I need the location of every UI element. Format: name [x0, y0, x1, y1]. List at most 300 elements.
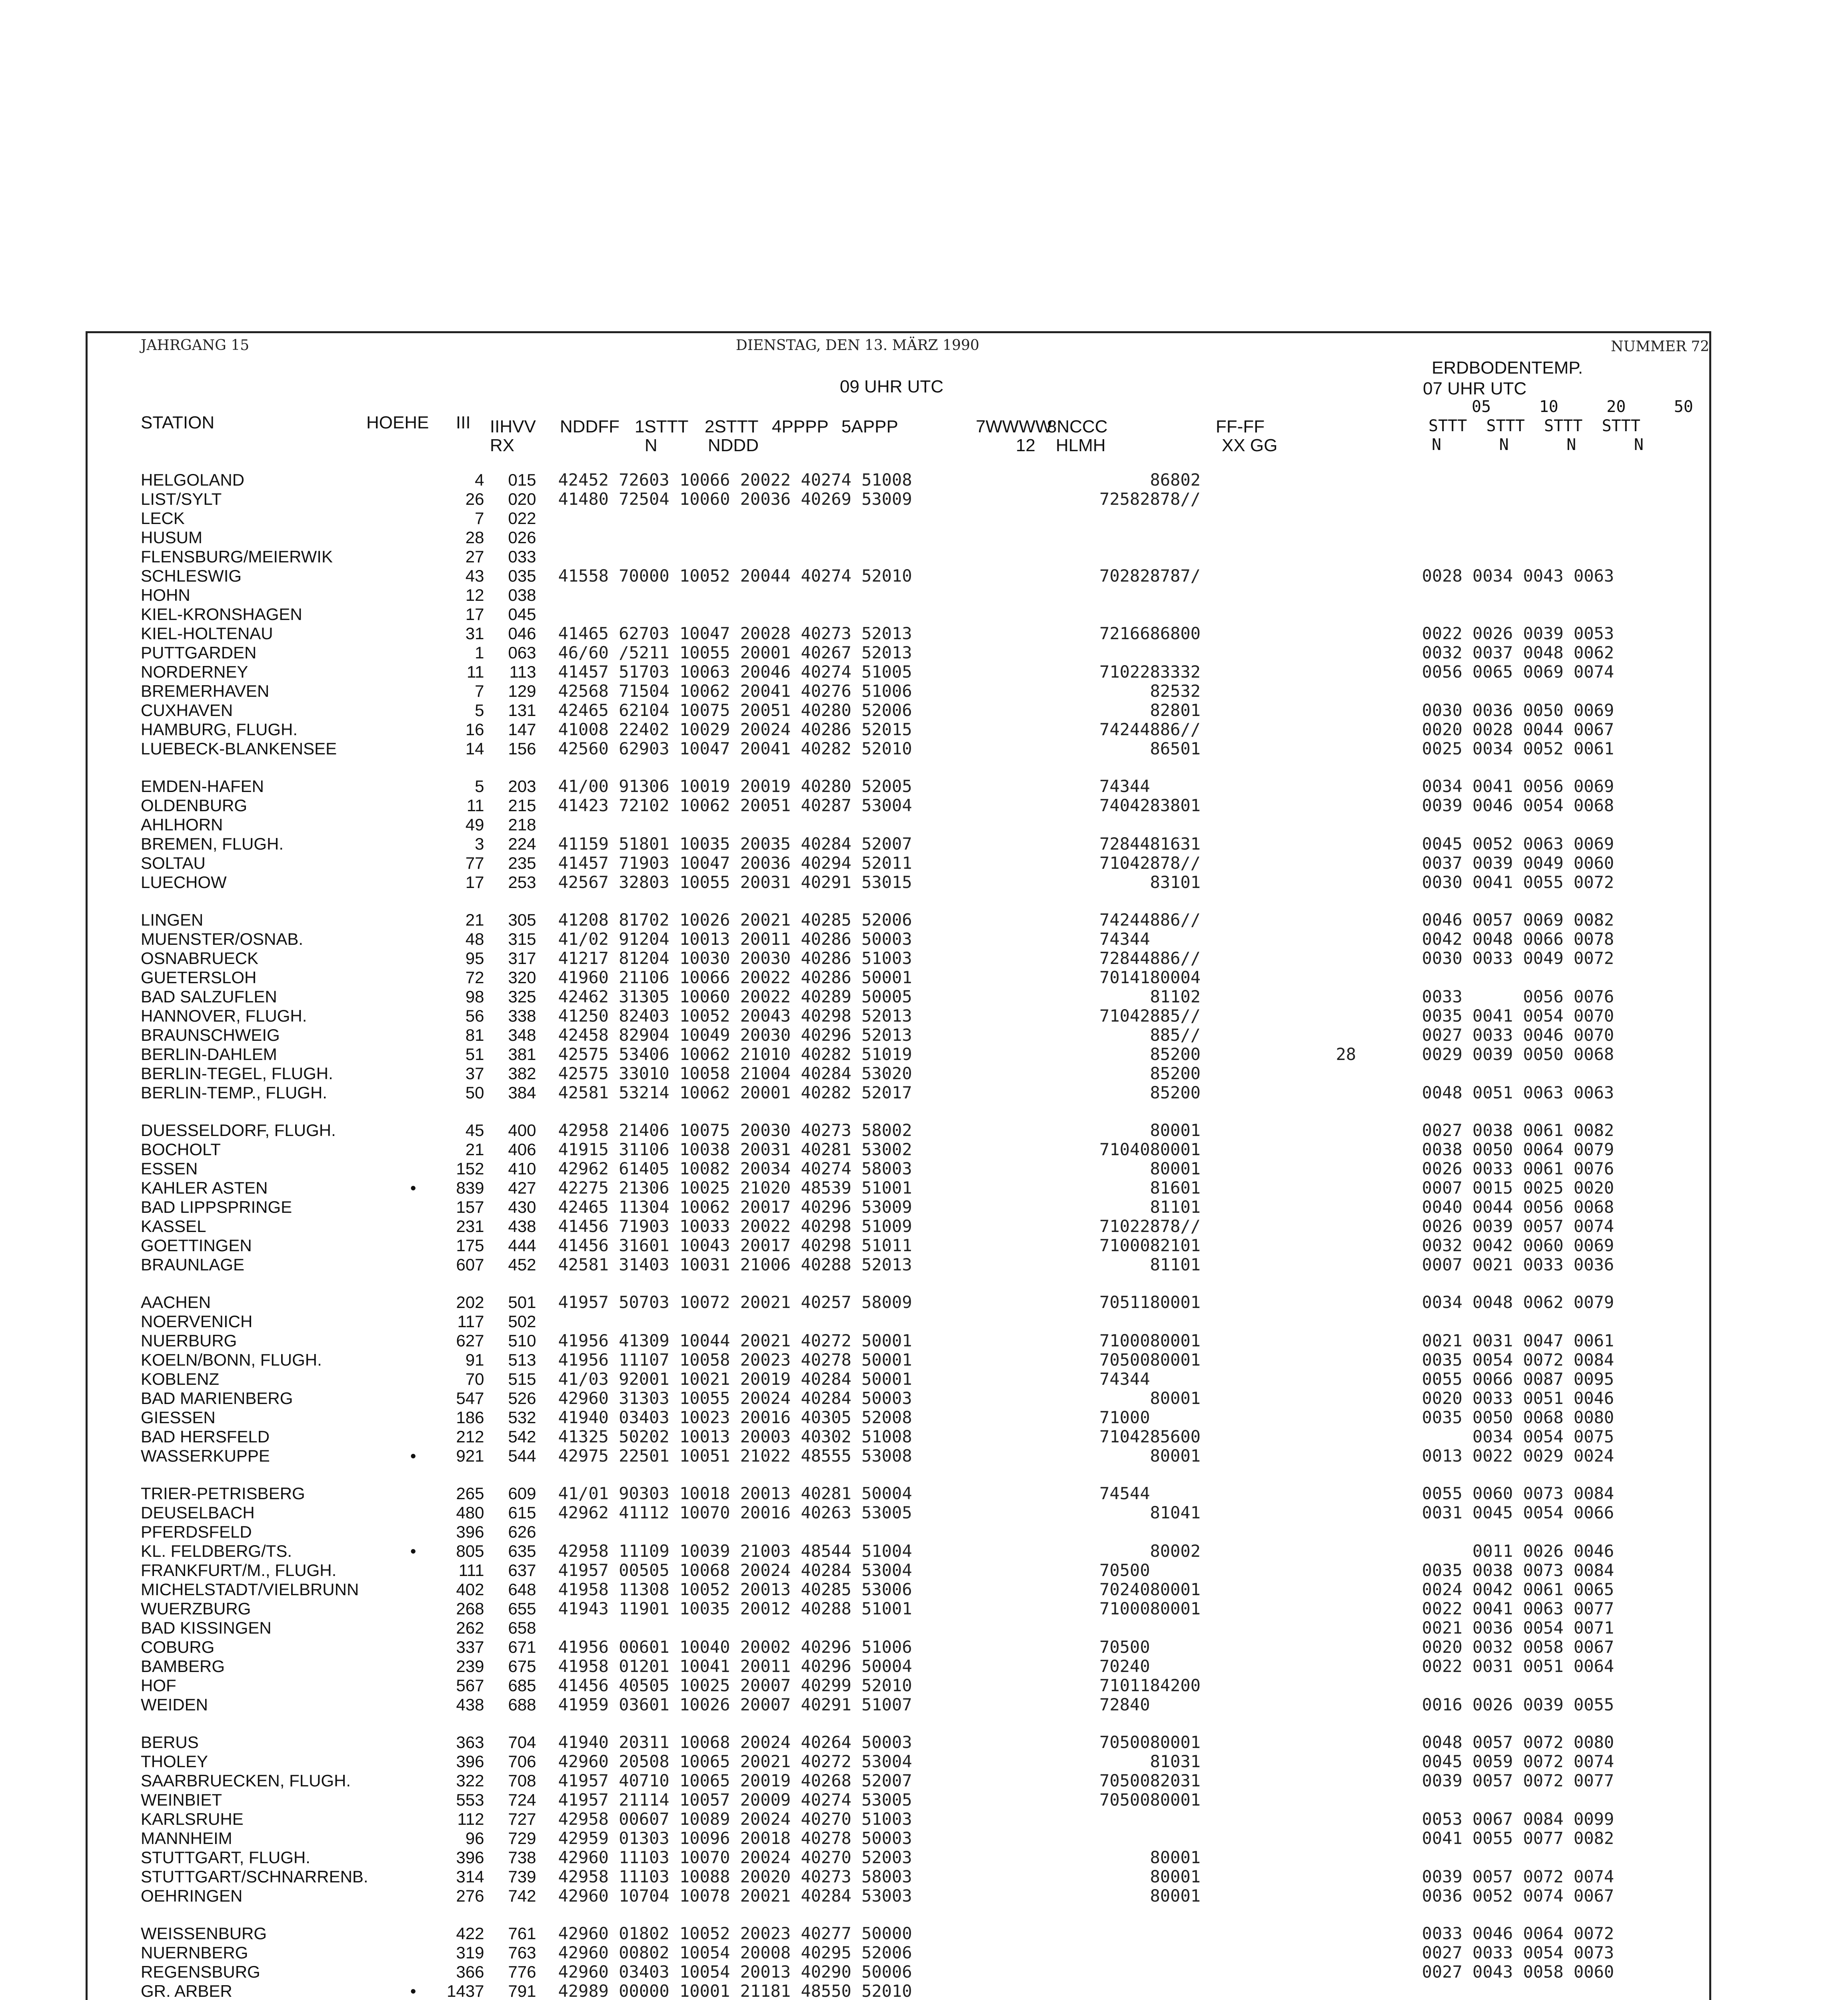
soil-temps: 0031 0045 0054 0066 — [1422, 1503, 1614, 1522]
gust-group — [1270, 834, 1422, 854]
cloud-group: 82031 — [1150, 1771, 1201, 1790]
synop-groups: 42958 11103 10088 20020 40273 58003 — [558, 1867, 912, 1886]
weather-group — [1066, 1542, 1150, 1561]
station-height: 45 — [465, 1121, 484, 1140]
station-height: 157 — [456, 1198, 484, 1216]
station-id: 035 — [508, 566, 536, 585]
spacer — [536, 586, 558, 605]
spacer — [536, 1618, 558, 1638]
spacer — [536, 1083, 558, 1102]
mountain-marker — [368, 1810, 416, 1829]
soil-temps: 0048 0051 0063 0063 — [1422, 1083, 1614, 1102]
station-id: 381 — [508, 1045, 536, 1064]
station-row — [141, 1389, 1614, 1408]
synop-groups: 41456 71903 10033 20022 40298 51009 — [558, 1216, 912, 1236]
weather-group — [1066, 586, 1150, 605]
gust-group — [1270, 1962, 1422, 1982]
gust-group — [1270, 662, 1422, 682]
gust-group — [1270, 1752, 1422, 1771]
synop-groups: 41956 00601 10040 20002 40296 51006 — [558, 1637, 912, 1657]
mountain-marker — [368, 1618, 416, 1638]
spacer — [536, 1293, 558, 1312]
weather-group — [1066, 1829, 1150, 1848]
soil-temps: 0027 0033 0054 0073 — [1422, 1943, 1614, 1962]
station-row — [141, 1542, 1614, 1561]
weather-group — [1066, 1982, 1150, 2000]
station-height: 28 — [465, 528, 484, 547]
synop-groups: 41456 40505 10025 20007 40299 52010 — [558, 1676, 912, 1695]
soil-temps: 0037 0039 0049 0060 — [1422, 853, 1614, 873]
station-id: 791 — [508, 1982, 536, 2000]
synop-groups: 42575 33010 10058 21004 40284 53020 — [558, 1064, 912, 1083]
synop-groups — [558, 1618, 1066, 1638]
station-row — [141, 1083, 1614, 1102]
spacer — [536, 1561, 558, 1580]
station-height: 21 — [465, 1140, 484, 1159]
synop-groups: 41957 50703 10072 20021 40257 58009 — [558, 1292, 912, 1312]
gust-group — [1270, 566, 1422, 586]
mountain-marker — [368, 1771, 416, 1790]
station-id: 738 — [508, 1848, 536, 1867]
soil-temps — [1422, 528, 1614, 547]
station-row — [141, 1733, 1614, 1752]
gust-group — [1270, 1943, 1422, 1962]
mountain-marker — [368, 586, 416, 605]
station-name: NUERNBERG — [141, 1943, 248, 1962]
weather-group: 74344 — [1099, 1369, 1150, 1389]
gust-group — [1270, 470, 1422, 490]
gust-group — [1270, 1676, 1422, 1695]
spacer — [536, 490, 558, 509]
soil-temps: 0028 0034 0043 0063 — [1422, 566, 1614, 586]
mountain-marker — [368, 796, 416, 815]
volume-label: JAHRGANG 15 — [141, 337, 250, 354]
station-name: FLENSBURG/MEIERWIK — [141, 547, 333, 566]
station-row — [141, 1561, 1614, 1580]
station-id: 742 — [508, 1886, 536, 1905]
weather-group — [1066, 1618, 1150, 1638]
synop-groups: 42275 21306 10025 21020 48539 51001 — [558, 1178, 912, 1198]
station-height: 98 — [465, 987, 484, 1006]
gust-group — [1270, 701, 1422, 720]
soil-temps: 0035 0054 0072 0084 — [1422, 1350, 1614, 1370]
station-row — [141, 682, 1614, 701]
synop-groups: 42960 10704 10078 20021 40284 53003 — [558, 1886, 912, 1906]
weather-group — [1066, 815, 1150, 834]
cloud-group: 86501 — [1150, 739, 1201, 758]
station-row — [141, 987, 1614, 1006]
cloud-group: 82101 — [1150, 1236, 1201, 1255]
station-name: LIST/SYLT — [141, 490, 222, 508]
weather-group — [1066, 873, 1150, 892]
group-gap — [141, 1906, 1614, 1924]
soil-temps: 0035 0038 0073 0084 — [1422, 1560, 1614, 1580]
station-height: 43 — [465, 566, 484, 585]
station-height: 81 — [465, 1026, 484, 1044]
soil-temp-time: 07 UHR UTC — [1423, 379, 1527, 398]
station-id: 033 — [508, 547, 536, 566]
spacer — [536, 1810, 558, 1829]
station-name: REGENSBURG — [141, 1962, 260, 1981]
cloud-group — [1150, 1522, 1270, 1542]
synop-groups: 42581 31403 10031 21006 40288 52013 — [558, 1255, 912, 1274]
station-header: STATION — [141, 413, 215, 432]
weather-group: 70511 — [1099, 1292, 1150, 1312]
col-iihvv-header: IIHVV — [490, 417, 536, 436]
weather-group — [1066, 682, 1150, 701]
cloud-group: 81601 — [1150, 1178, 1201, 1198]
spacer — [536, 1064, 558, 1083]
station-row — [141, 662, 1614, 682]
mountain-marker — [368, 566, 416, 586]
station-row — [141, 834, 1614, 854]
station-name: DEUSELBACH — [141, 1503, 255, 1522]
gust-group — [1270, 1848, 1422, 1867]
mountain-marker — [368, 1962, 416, 1982]
gust-group — [1270, 490, 1422, 509]
mountain-marker — [368, 1331, 416, 1350]
cloud-group: 80001 — [1150, 1446, 1201, 1466]
station-height: 319 — [456, 1943, 484, 1962]
cloud-group — [1150, 777, 1270, 796]
synop-groups: 41958 11308 10052 20013 40285 53006 — [558, 1580, 912, 1599]
soil-temps: 0032 0042 0060 0069 — [1422, 1236, 1614, 1255]
station-height: 112 — [457, 1810, 484, 1828]
station-name: DUESSELDORF, FLUGH. — [141, 1121, 336, 1140]
spacer — [536, 1389, 558, 1408]
spacer — [536, 528, 558, 547]
weather-group: 74042 — [1099, 796, 1150, 815]
mountain-marker — [368, 1255, 416, 1274]
station-height: 567 — [456, 1676, 484, 1695]
mountain-marker — [368, 949, 416, 968]
station-id: 626 — [508, 1522, 536, 1541]
station-height: 262 — [456, 1618, 484, 1637]
station-id: 729 — [508, 1829, 536, 1848]
gust-group — [1270, 1695, 1422, 1714]
weather-group: 71022 — [1099, 662, 1150, 682]
spacer — [536, 1580, 558, 1599]
gust-group — [1270, 1522, 1422, 1542]
station-id: 452 — [508, 1255, 536, 1274]
cloud-group: 80001 — [1150, 1140, 1201, 1159]
synop-table — [141, 470, 1614, 2000]
station-name: SCHLESWIG — [141, 566, 242, 585]
synop-groups: 42575 53406 10062 21010 40282 51019 — [558, 1044, 912, 1064]
soil-temps: 0056 0065 0069 0074 — [1422, 662, 1614, 682]
station-row — [141, 490, 1614, 509]
station-row — [141, 1848, 1614, 1867]
station-height: 607 — [456, 1255, 484, 1274]
station-row — [141, 1790, 1614, 1810]
station-id: 739 — [508, 1867, 536, 1886]
station-id: 430 — [508, 1198, 536, 1216]
synop-groups: 41/00 91306 10019 20019 40280 52005 — [558, 776, 912, 796]
weather-group: 70500 — [1099, 1732, 1150, 1752]
station-row — [141, 854, 1614, 873]
col-4pppp-header: 4PPPP — [772, 417, 829, 436]
weather-group: 70500 — [1099, 1790, 1150, 1810]
station-name: BAMBERG — [141, 1657, 225, 1676]
cloud-group — [1150, 930, 1270, 949]
weather-group — [1066, 1312, 1150, 1331]
station-height: 96 — [465, 1829, 484, 1848]
cloud-group: 82801 — [1150, 700, 1201, 720]
soil-temps: 0033 0056 0076 — [1422, 987, 1614, 1006]
synop-groups: 41208 81702 10026 20021 40285 52006 — [558, 910, 912, 930]
cloud-group: 80001 — [1150, 1350, 1201, 1370]
gust-group — [1270, 1255, 1422, 1274]
station-name: PUTTGARDEN — [141, 643, 257, 662]
mountain-marker — [368, 1848, 416, 1867]
soil-temps: 0030 0033 0049 0072 — [1422, 948, 1614, 968]
gust-group — [1270, 1178, 1422, 1198]
station-height: 314 — [456, 1867, 484, 1886]
cloud-group — [1150, 1962, 1270, 1982]
gust-group — [1270, 968, 1422, 987]
mountain-marker — [368, 682, 416, 701]
station-name: LECK — [141, 509, 185, 528]
station-row — [141, 1599, 1614, 1618]
cloud-group: 81101 — [1150, 1197, 1201, 1217]
mountain-marker — [368, 509, 416, 528]
soil-temps: 0026 0039 0057 0074 — [1422, 1216, 1614, 1236]
synop-groups: 42465 11304 10062 20017 40296 53009 — [558, 1197, 912, 1217]
cloud-group: 80001 — [1150, 1790, 1201, 1810]
station-name: WUERZBURG — [141, 1599, 251, 1618]
synop-groups: 41456 31601 10043 20017 40298 51011 — [558, 1236, 912, 1255]
soil-temps — [1422, 490, 1614, 509]
cloud-group: 85600 — [1150, 1427, 1201, 1446]
weather-group — [1066, 643, 1150, 662]
station-row — [141, 1924, 1614, 1943]
mountain-marker — [368, 1733, 416, 1752]
cloud-group: 886// — [1150, 948, 1201, 968]
weather-group: 71040 — [1099, 1140, 1150, 1159]
synop-groups: 41940 20311 10068 20024 40264 50003 — [558, 1732, 912, 1752]
synop-groups: 42458 82904 10049 20030 40296 52013 — [558, 1025, 912, 1045]
station-name: BREMEN, FLUGH. — [141, 834, 284, 853]
cloud-group: 83332 — [1150, 662, 1201, 682]
station-height: 186 — [456, 1408, 484, 1427]
weather-group — [1066, 1026, 1150, 1045]
station-name: MANNHEIM — [141, 1829, 232, 1848]
station-name: TRIER-PETRISBERG — [141, 1484, 305, 1503]
station-id: 637 — [508, 1561, 536, 1580]
mountain-marker — [368, 643, 416, 662]
soil-temps: 0021 0031 0047 0061 — [1422, 1331, 1614, 1350]
mountain-marker: • — [410, 1542, 416, 1560]
station-row — [141, 509, 1614, 528]
station-id: 020 — [508, 490, 536, 508]
station-height: 17 — [465, 605, 484, 624]
cloud-group: 85200 — [1150, 1064, 1201, 1083]
gust-group — [1270, 1026, 1422, 1045]
station-name: EMDEN-HAFEN — [141, 777, 264, 796]
station-row — [141, 1178, 1614, 1198]
soil-temps: 0026 0033 0061 0076 — [1422, 1159, 1614, 1178]
mountain-marker — [368, 1522, 416, 1542]
weather-group — [1066, 1943, 1150, 1962]
gust-group — [1270, 643, 1422, 662]
station-id: 688 — [508, 1695, 536, 1714]
station-height: 396 — [456, 1752, 484, 1771]
station-height: 14 — [465, 739, 484, 758]
cloud-group: 80004 — [1150, 968, 1201, 987]
soil-temps: 0055 0066 0087 0095 — [1422, 1369, 1614, 1389]
synop-groups: 42560 62903 10047 20041 40282 52010 — [558, 739, 912, 758]
station-row — [141, 1676, 1614, 1695]
station-name: NOERVENICH — [141, 1312, 253, 1331]
gust-group — [1270, 528, 1422, 547]
spacer — [536, 910, 558, 930]
gust-group — [1270, 815, 1422, 834]
station-row — [141, 1638, 1614, 1657]
synop-groups: 41423 72102 10062 20051 40287 53004 — [558, 796, 912, 815]
station-id: 655 — [508, 1599, 536, 1618]
cloud-group — [1150, 1484, 1270, 1503]
cloud-group — [1150, 1370, 1270, 1389]
station-name: BRAUNSCHWEIG — [141, 1026, 280, 1044]
station-name: AACHEN — [141, 1293, 211, 1312]
station-id: 526 — [508, 1389, 536, 1408]
gust-group — [1270, 1064, 1422, 1083]
soil-temps: 0036 0052 0074 0067 — [1422, 1886, 1614, 1906]
station-height: 839 — [456, 1178, 484, 1197]
mountain-marker — [368, 1580, 416, 1599]
mountain-marker — [368, 1752, 416, 1771]
station-name: STUTTGART, FLUGH. — [141, 1848, 310, 1867]
gust-group — [1270, 1331, 1422, 1350]
station-id: 253 — [508, 873, 536, 892]
weather-group: 72844 — [1099, 834, 1150, 854]
group-gap — [141, 1714, 1614, 1733]
soil-temps: 0030 0041 0055 0072 — [1422, 872, 1614, 892]
mountain-marker — [368, 1064, 416, 1083]
spacer — [536, 1886, 558, 1906]
synop-groups: 41457 51703 10063 20046 40274 51005 — [558, 662, 912, 682]
col-rx-subheader: RX — [490, 436, 515, 455]
soil-temps: 0027 0038 0061 0082 — [1422, 1120, 1614, 1140]
station-id: 763 — [508, 1943, 536, 1962]
weather-group: 70240 — [1099, 1580, 1150, 1599]
station-name: BAD SALZUFLEN — [141, 987, 277, 1006]
station-height: 31 — [465, 624, 484, 643]
station-height: 51 — [465, 1045, 484, 1064]
gust-group — [1270, 1350, 1422, 1370]
station-id: 215 — [508, 796, 536, 815]
mountain-marker — [368, 930, 416, 949]
soil-temps: 0007 0015 0025 0020 — [1422, 1178, 1614, 1198]
soil-temps: 0020 0032 0058 0067 — [1422, 1637, 1614, 1657]
spacer — [536, 1255, 558, 1274]
spacer — [536, 1006, 558, 1026]
weather-group — [1066, 1810, 1150, 1829]
cloud-group — [1150, 1695, 1270, 1714]
station-id: 384 — [508, 1083, 536, 1102]
station-id: 203 — [508, 777, 536, 796]
mountain-marker — [368, 701, 416, 720]
station-id: 038 — [508, 586, 536, 604]
synop-groups — [558, 815, 1066, 834]
mountain-marker: • — [410, 1446, 416, 1465]
station-row — [141, 1618, 1614, 1638]
synop-groups: 42962 61405 10082 20034 40274 58003 — [558, 1159, 912, 1178]
soil-temps: 0032 0037 0048 0062 — [1422, 643, 1614, 662]
station-row — [141, 796, 1614, 815]
soil-temps: 0011 0026 0046 — [1422, 1541, 1614, 1561]
mountain-marker — [368, 854, 416, 873]
gust-group — [1270, 586, 1422, 605]
weather-group — [1066, 1255, 1150, 1274]
synop-groups: 41/01 90303 10018 20013 40281 50004 — [558, 1484, 912, 1503]
station-name: COBURG — [141, 1638, 215, 1656]
station-height: 396 — [456, 1848, 484, 1867]
cloud-group — [1150, 509, 1270, 528]
synop-groups: 42465 62104 10075 20051 40280 52006 — [558, 700, 912, 720]
station-height: 396 — [456, 1522, 484, 1541]
station-id: 046 — [508, 624, 536, 643]
station-id: 704 — [508, 1733, 536, 1752]
soil-temps: 0039 0057 0072 0077 — [1422, 1771, 1614, 1790]
soil-temps: 0027 0043 0058 0060 — [1422, 1962, 1614, 1982]
weather-group — [1066, 528, 1150, 547]
gust-group — [1270, 1236, 1422, 1255]
issue-date: DIENSTAG, DEN 13. MÄRZ 1990 — [736, 337, 979, 354]
hoehe-header: HOEHE — [366, 413, 429, 432]
soil-temps: 0027 0033 0046 0070 — [1422, 1025, 1614, 1045]
station-name: HAMBURG, FLUGH. — [141, 720, 298, 739]
soil-temps — [1422, 1982, 1614, 2000]
col-nddff-header: NDDFF — [560, 417, 620, 436]
weather-group: 71000 — [1099, 1331, 1150, 1350]
cloud-group — [1150, 1943, 1270, 1962]
station-height: 7 — [475, 509, 484, 528]
synop-groups: 42959 01303 10096 20018 40278 50003 — [558, 1828, 912, 1848]
station-height: 48 — [465, 930, 484, 948]
station-name: STUTTGART/SCHNARRENB. — [141, 1867, 368, 1886]
soil-temps — [1422, 1064, 1614, 1083]
station-height: 37 — [465, 1064, 484, 1083]
weather-group — [1066, 1159, 1150, 1178]
soil-temps: 0022 0031 0051 0064 — [1422, 1656, 1614, 1676]
synop-groups: 42958 21406 10075 20030 40273 58002 — [558, 1120, 912, 1140]
synop-groups: 42960 01802 10052 20023 40277 50000 — [558, 1924, 912, 1943]
synop-groups: 42452 72603 10066 20022 40274 51008 — [558, 470, 912, 490]
spacer — [536, 1045, 558, 1064]
weather-group — [1066, 470, 1150, 490]
station-id: 513 — [508, 1350, 536, 1369]
station-height: 49 — [465, 815, 484, 834]
spacer — [536, 1522, 558, 1542]
station-height: 11 — [467, 662, 484, 681]
station-id: 224 — [508, 834, 536, 853]
col-ffff-subheader: XX GG — [1222, 436, 1278, 455]
weather-group: 70500 — [1099, 1637, 1150, 1657]
station-id: 015 — [508, 470, 536, 489]
cloud-group — [1150, 643, 1270, 662]
weather-group: 74244 — [1099, 720, 1150, 739]
synop-groups — [558, 547, 1066, 566]
synop-groups: 41325 50202 10013 20003 40302 51008 — [558, 1427, 912, 1446]
spacer — [536, 1159, 558, 1178]
weather-group: 74544 — [1099, 1484, 1150, 1503]
mountain-marker — [368, 1389, 416, 1408]
station-id: 708 — [508, 1771, 536, 1790]
station-name: OEHRINGEN — [141, 1886, 243, 1905]
station-name: WEINBIET — [141, 1790, 222, 1809]
cloud-group: 83101 — [1150, 872, 1201, 892]
